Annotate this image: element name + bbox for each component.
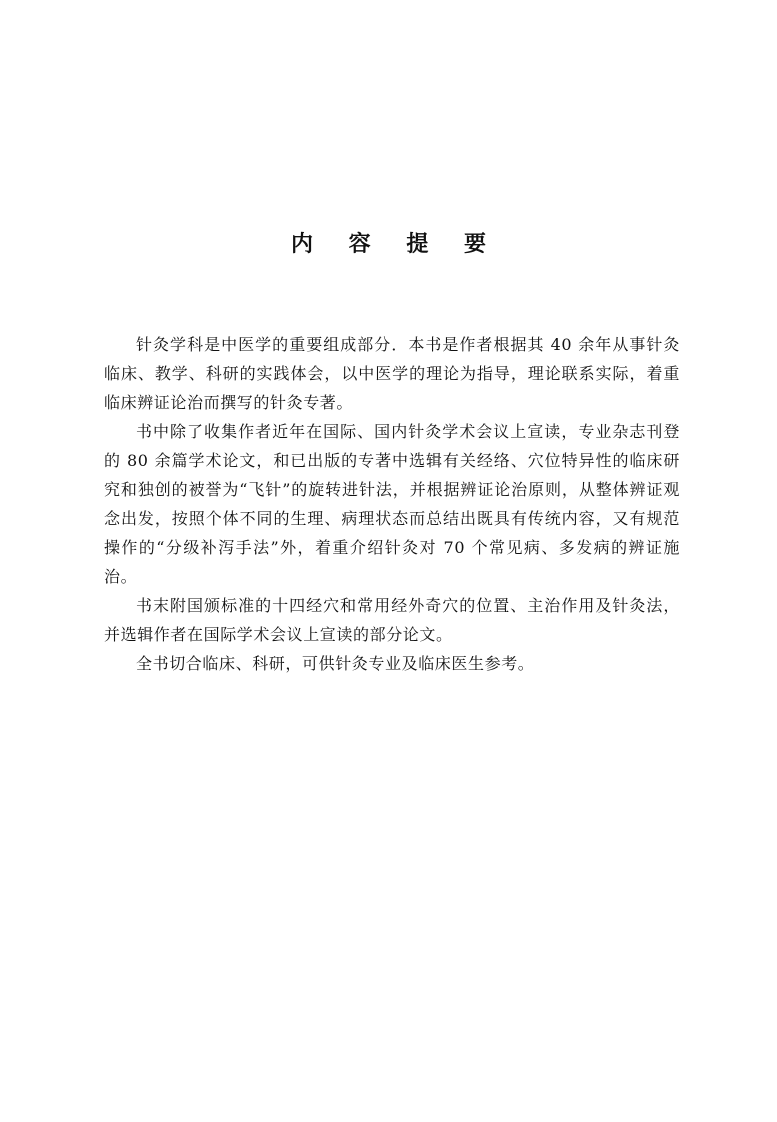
summary-body [104,330,680,678]
paragraph-2: 书中除了收集作者近年在国际、国内针灸学术会议上宣读，专业杂志刊登的 80 余篇学术论文，和已出版的专著中选辑有关经络、穴位特异性的临床研究和独创的被誉为“飞针”的旋转进针法，并根据辨证论治原则，从整体辨证观念出发，按照个体不同的生理、病理状态而总结出既具有传统内容，又有规范操作的“分级补泻手法”外，着重介绍针灸对 70 个常见病、多发病的辨证施治。 [104,422,680,586]
paragraph-1: 针灸学科是中医学的重要组成部分．本书是作者根据其 40 余年从事针灸临床、教学、科研的实践体会，以中医学的理论为指导，理论联系实际，着重临床辨证论治而撰写的针灸专著。 [104,335,680,412]
paragraph-3: 书末附国颁标准的十四经穴和常用经外奇穴的位置、主治作用及针灸法，并选辑作者在国际学术会议上宣读的部分论文。 [104,596,680,644]
page-title: 内 容 提 要 [291,232,500,257]
paragraph-4: 全书切合临床、科研，可供针灸专业及临床医生参考。 [136,654,535,673]
